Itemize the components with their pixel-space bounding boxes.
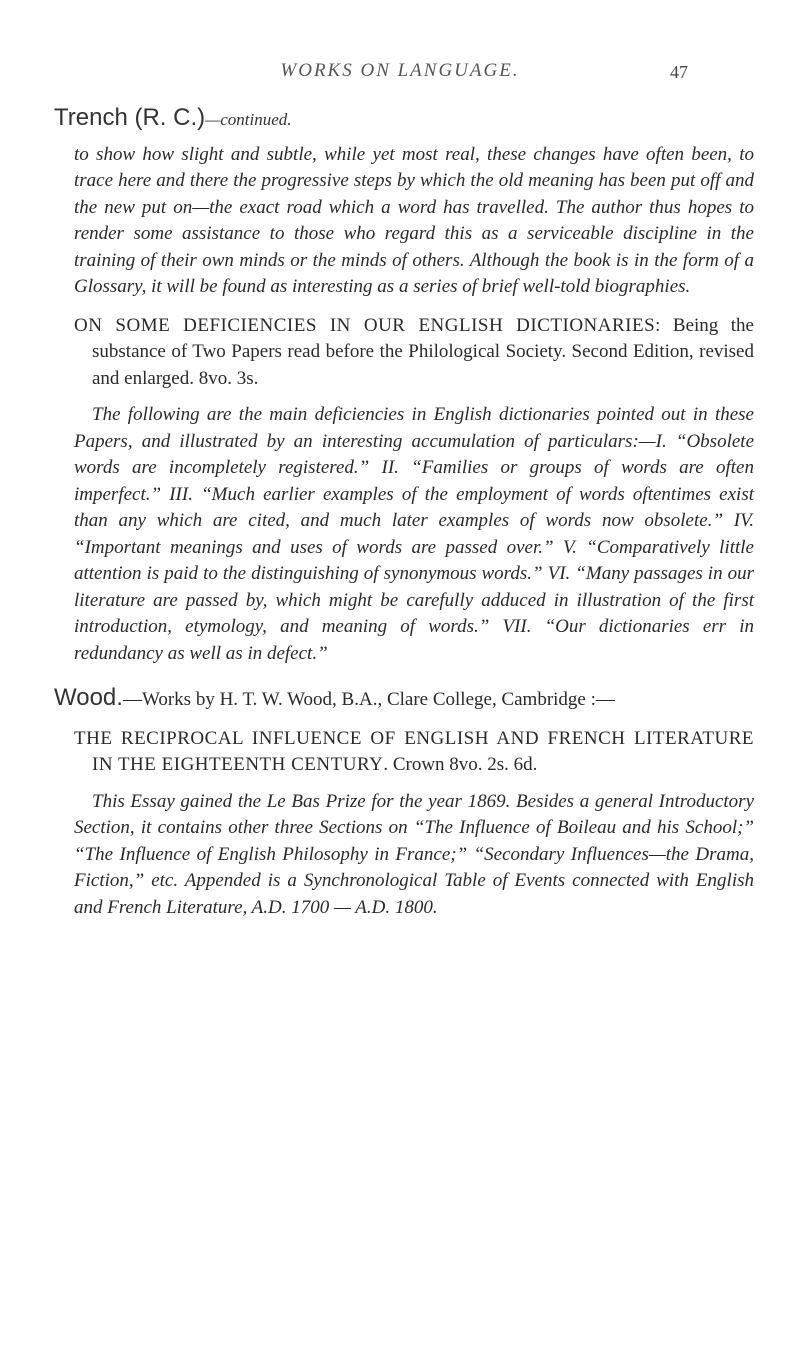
running-head xyxy=(0,60,800,82)
book-title: THE RECIPROCAL INFLUENCE OF ENGLISH AND FRENCH LITERATURE IN THE EIGHTEENTH CENTURY xyxy=(74,727,754,775)
author-intro: —Works by H. T. W. Wood, B.A., Clare College, Cambridge :— xyxy=(122,689,615,710)
page-content xyxy=(54,105,754,921)
book-title: ON SOME DEFICIENCIES IN OUR ENGLISH DICTIONARIES xyxy=(74,314,656,336)
entry-heading xyxy=(54,685,754,714)
book-listing xyxy=(74,726,754,779)
entry-wood xyxy=(54,685,754,921)
page-number: 47 xyxy=(670,62,688,82)
entry-heading xyxy=(54,105,754,134)
book-listing xyxy=(74,313,754,393)
continued-label: —continued. xyxy=(205,110,292,129)
running-title: WORKS ON LANGUAGE. xyxy=(280,60,520,81)
author-name: Wood. xyxy=(54,684,123,711)
author-name: Trench (R. C.) xyxy=(54,104,206,131)
book-details: . Crown 8vo. 2s. 6d. xyxy=(383,754,538,775)
book-description: The following are the main deficiencies in English dictionaries pointed out in these Papers, and illustrated by an interesting accumulation of particulars:—I. “Obsolete words are incompletely registered.” II. “Families or groups of words are often imperfect.” III. “Much earlier examples of the employment of words oftentimes exist than any which are cited, and much later examples of words now obsolete.” IV. “Important meanings and uses of words are passed over.” V. “Comparatively little attention is paid to the distinguishing of synonymous words.” VI. “Many passages in our literature are passed by, which might be carefully adduced in illustration of the first introduction, etymology, and meaning of words.” VII. “Our dictionaries err in redundancy as well as in defect.” xyxy=(74,404,754,664)
book-details: : Being the substance of Two Papers read before the Philological Society. Second Edition, revised and enlarged. 8vo. 3s. xyxy=(92,314,754,389)
book-blurb: to show how slight and subtle, while yet most real, these changes have often been, to trace here and there the progressive steps by which the old meaning has been put off and the new put on—the exact road which a word has travelled. The author thus hopes to render some assistance to those who regard this as a serviceable discipline in the training of their own minds or the minds of others. Although the book is in the form of a Glossary, it will be found as interesting as a series of brief well-told biographies. xyxy=(74,143,754,297)
book-description: This Essay gained the Le Bas Prize for the year 1869. Besides a general Introductory Section, it contains other three Sections on “The Influence of Boileau and his School;” “The Influence of English Philosophy in France;” “Secondary Influences—the Drama, Fiction,” etc. Appended is a Synchronological Table of Events connected with English and French Literature, A.D. 1700 — A.D. 1800. xyxy=(74,790,754,918)
entry-trench xyxy=(54,105,754,667)
